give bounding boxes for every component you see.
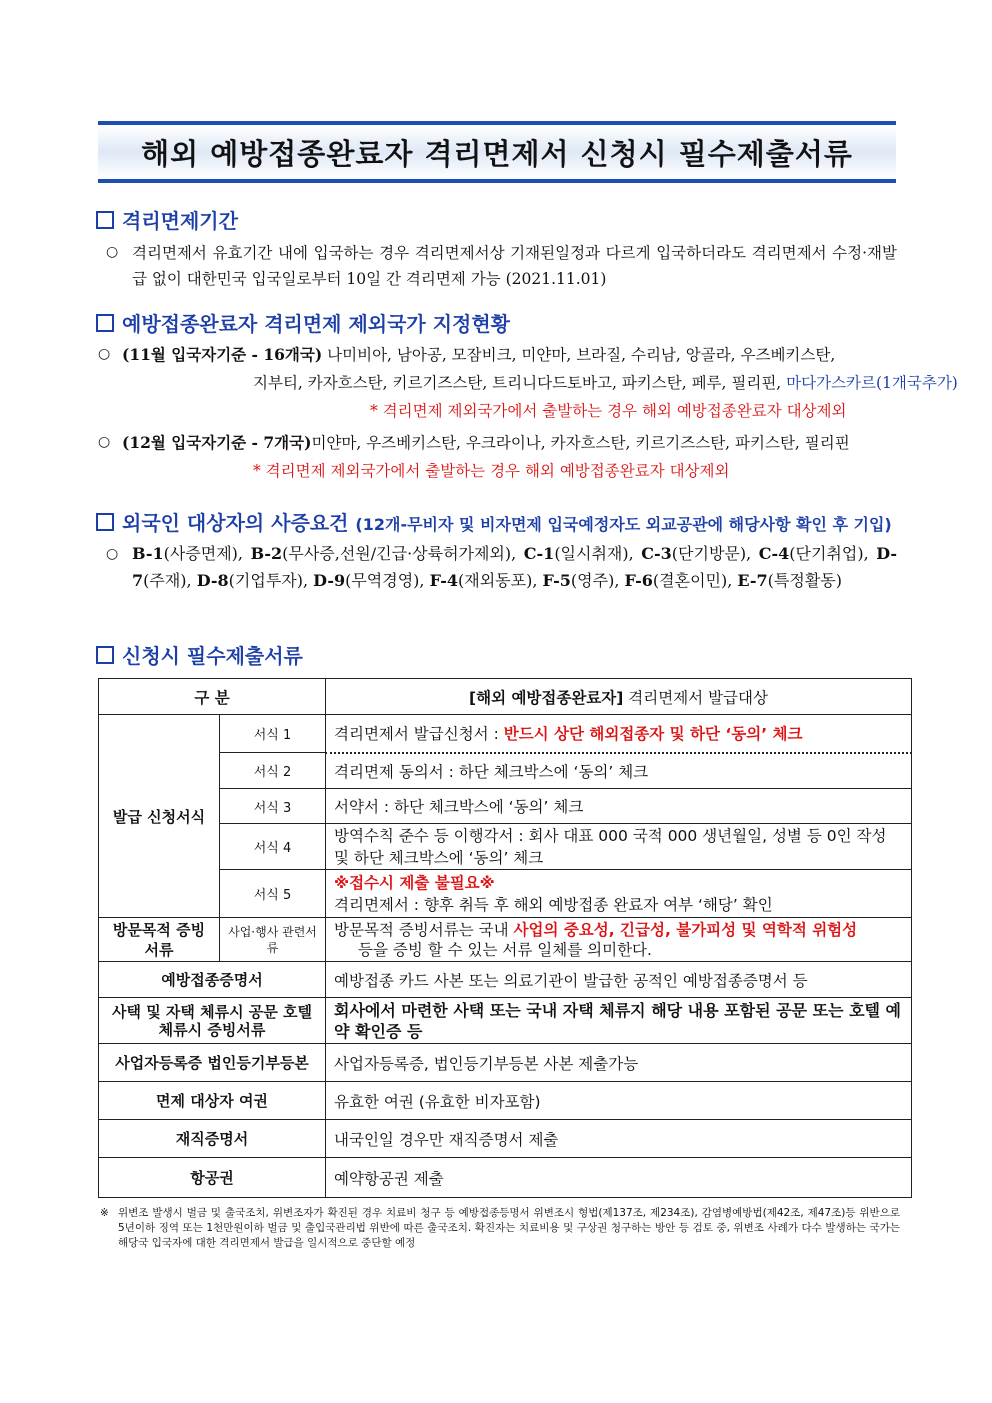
visa-item	[132, 544, 238, 563]
table-row	[99, 870, 912, 918]
table-row	[99, 789, 912, 824]
visa-item	[251, 544, 512, 563]
bullet-icon: ○	[106, 244, 119, 260]
visa-code: C-1	[523, 544, 555, 563]
visa-desc: (무역경영)	[345, 571, 420, 590]
form-2-text: 격리면제 동의서 : 하단 체크박스에 ‘동의’ 체크	[326, 753, 912, 789]
header-category: 구 분	[99, 679, 326, 715]
residence-docs-text: 회사에서 마련한 사택 또는 국내 자택 체류지 해당 내용 포함된 공문 또는 호텔 예약 확인증 등	[326, 998, 912, 1044]
flight-ticket-text: 예약항공권 제출	[326, 1158, 912, 1198]
form-5-text: ※접수시 제출 불필요※ 격리면제서 : 향후 취득 후 해외 예방접종 완료자 여부 ‘해당’ 확인	[326, 870, 912, 918]
visa-item	[543, 571, 615, 590]
form-label: 서식 3	[220, 789, 326, 824]
visa-code: F-6	[624, 571, 653, 590]
nov-countries-text: 나미비아, 남아공, 모잠비크, 미얀마, 브라질, 수리남, 앙골라, 우즈베키스탄,	[327, 346, 836, 364]
nov-countries-line1	[122, 342, 902, 368]
form-label: 서식 1	[220, 715, 326, 753]
table-row	[99, 1082, 912, 1120]
visa-desc: (주재)	[143, 571, 187, 590]
section-heading-visa-requirements: 외국인 대상자의 사증요건 (12개-무비자 및 비자면제 입국예정자도 외교공관에 해당사항 확인 후 기입)	[96, 507, 892, 536]
table-row	[99, 962, 912, 998]
section-heading-exemption-period: 격리면제기간	[96, 205, 238, 234]
nov-note: * 격리면제 제외국가에서 출발하는 경우 해외 예방접종완료자 대상제외	[370, 402, 847, 420]
visa-item	[737, 571, 842, 590]
visa-item	[197, 571, 303, 590]
checkbox-square-icon	[96, 314, 114, 332]
visa-desc: (단기방문)	[671, 544, 747, 563]
table-row	[99, 715, 912, 753]
visa-code: C-4	[758, 544, 790, 563]
visa-item	[759, 544, 864, 563]
flight-ticket-label: 항공권	[99, 1158, 326, 1198]
employment-cert-label: 재직증명서	[99, 1120, 326, 1158]
dec-label: (12월 입국자기준 - 7개국)	[122, 433, 312, 452]
visa-code: F-5	[542, 571, 571, 590]
checkbox-square-icon	[96, 513, 114, 531]
form-label: 서식 5	[220, 870, 326, 918]
visa-code: D-9	[313, 571, 346, 590]
passport-text: 유효한 여권 (유효한 비자포함)	[326, 1082, 912, 1120]
table-row	[99, 998, 912, 1044]
visa-item	[430, 571, 533, 590]
table-row	[99, 1120, 912, 1158]
visa-desc: (무사증,선원/긴급·상륙허가제외)	[282, 544, 512, 563]
bullet-icon: ○	[106, 546, 119, 562]
footnote-mark: ※	[100, 1207, 109, 1219]
visa-desc: (사증면제)	[163, 544, 238, 563]
dec-countries-line	[122, 430, 850, 456]
table-row	[99, 824, 912, 870]
form-3-text: 서약서 : 하단 체크박스에 ‘동의’ 체크	[326, 789, 912, 824]
footnote	[100, 1206, 900, 1251]
form-label: 서식 4	[220, 824, 326, 870]
visa-item	[625, 571, 728, 590]
nov-label: (11월 입국자기준 - 16개국)	[122, 345, 323, 364]
nov-countries-line2: 지부티, 카자흐스탄, 키르기즈스탄, 트리니다드토바고, 파키스탄, 페루, 필리핀, 마다가스카르(1개국추가)	[253, 374, 958, 392]
application-forms-label: 발급 신청서식	[99, 715, 220, 918]
passport-label: 면제 대상자 여권	[99, 1082, 326, 1120]
visa-code: B-1	[132, 544, 164, 563]
table-header-row	[99, 679, 912, 715]
footnote-text: 위변조 발생시 벌금 및 출국조치, 위변조자가 확진된 경우 치료비 청구 등 예방접종등명서 위변조시 형법(제137조, 제234조), 감염병예방법(제42조, 제47조)등 위반으로 5년이하 징역 또는 1천만원이하 벌금 및 출입국관리법 위반에 따른 출국조치. 확진자는 치료비용 및 구상권 청구하는 방안 등 검토 중, 위변조 사례가 다수 발생하는 국가는 해당국 입국자에 대한 격리면제서 발급을 일시적으로 중단할 예정	[118, 1207, 900, 1249]
visa-code: D-8	[196, 571, 229, 590]
nov-added-country: 마다가스카르(1개국추가)	[786, 374, 958, 392]
employment-cert-text: 내국인일 경우만 재직증명서 제출	[326, 1120, 912, 1158]
purpose-docs-sub: 사업·행사 관련서류	[220, 918, 326, 962]
visa-code: D-7	[132, 544, 898, 590]
visa-code: C-3	[641, 544, 672, 563]
visa-desc: (결혼이민)	[652, 571, 728, 590]
visa-code: E-7	[737, 571, 768, 590]
visa-desc: (기업투자)	[228, 571, 303, 590]
dec-note: * 격리면제 제외국가에서 출발하는 경우 해외 예방접종완료자 대상제외	[253, 462, 730, 480]
checkbox-square-icon	[96, 646, 114, 664]
visa-desc: (영주)	[570, 571, 615, 590]
vaccination-cert-text: 예방접종 카드 사본 또는 의료기관이 발급한 공적인 예방접종증명서 등	[326, 962, 912, 998]
required-documents-table	[98, 678, 912, 1198]
business-reg-text: 사업자등록증, 법인등기부등본 사본 제출가능	[326, 1044, 912, 1082]
table-row	[99, 753, 912, 789]
visa-list: B-1(사증면제), B-2(무사증,선원/긴급·상륙허가제외), C-1(일시취재), C-3(단기방문), C-4(단기취업), D-7(주재), D-8(기업투자), D-9(무역경영), F-4(재외동포), F-5(영주), F-6(결혼이민), E-7(특정활동)	[132, 544, 898, 590]
residence-docs-label: 사택 및 자택 체류시 공문 호텔 체류시 증빙서류	[99, 998, 326, 1044]
form-1-text: 격리면제서 발급신청서 : 반드시 상단 해외접종자 및 하단 ‘동의’ 체크	[326, 715, 912, 753]
purpose-docs-label: 방문목적 증빙서류	[99, 918, 220, 962]
bullet-icon: ○	[98, 346, 111, 362]
visa-item	[313, 571, 419, 590]
visa-desc: (특정활동)	[767, 571, 842, 590]
visa-desc: (재외동포)	[458, 571, 533, 590]
page-title-box	[98, 121, 896, 183]
checkbox-square-icon	[96, 211, 114, 229]
table-row	[99, 918, 912, 962]
visa-desc: (일시취재)	[554, 544, 629, 563]
visa-code: F-4	[429, 571, 459, 590]
form-label: 서식 2	[220, 753, 326, 789]
bullet-icon: ○	[98, 434, 111, 450]
purpose-docs-text: 방문목적 증빙서류는 국내 사업의 중요성, 긴급성, 불가피성 및 역학적 위험성 등을 증빙 할 수 있는 서류 일체를 의미한다.	[326, 918, 912, 962]
visa-item	[641, 544, 746, 563]
table-row	[99, 1044, 912, 1082]
visa-item	[524, 544, 629, 563]
table-row	[99, 1158, 912, 1198]
visa-desc: (단기취업)	[789, 544, 864, 563]
dec-countries-text: 미얀마, 우즈베키스탄, 우크라이나, 카자흐스탄, 키르기즈스탄, 파키스탄, 필리핀	[311, 434, 850, 452]
vaccination-cert-label: 예방접종증명서	[99, 962, 326, 998]
header-target: [해외 예방접종완료자] 격리면제서 발급대상	[326, 679, 912, 715]
page-title: 해외 예방접종완료자 격리면제서 신청시 필수제출서류	[141, 136, 853, 171]
business-reg-label: 사업자등록증 법인등기부등본	[99, 1044, 326, 1082]
section-heading-required-documents: 신청시 필수제출서류	[96, 640, 303, 669]
section-heading-excluded-countries: 예방접종완료자 격리면제 제외국가 지정현황	[96, 308, 510, 337]
exemption-period-text: 격리면제서 유효기간 내에 입국하는 경우 격리면제서상 기재된일정과 다르게 입국하더라도 격리면제서 수정·재발급 없이 대한민국 입국일로부터 10일 간 격리면제 가능 (2021.11.01)	[132, 244, 897, 288]
visa-code: B-2	[250, 544, 283, 563]
form-4-text: 방역수칙 준수 등 이행각서 : 회사 대표 000 국적 000 생년월일, 성별 등 0인 작성 및 하단 체크박스에 ‘동의’ 체크	[326, 824, 912, 870]
